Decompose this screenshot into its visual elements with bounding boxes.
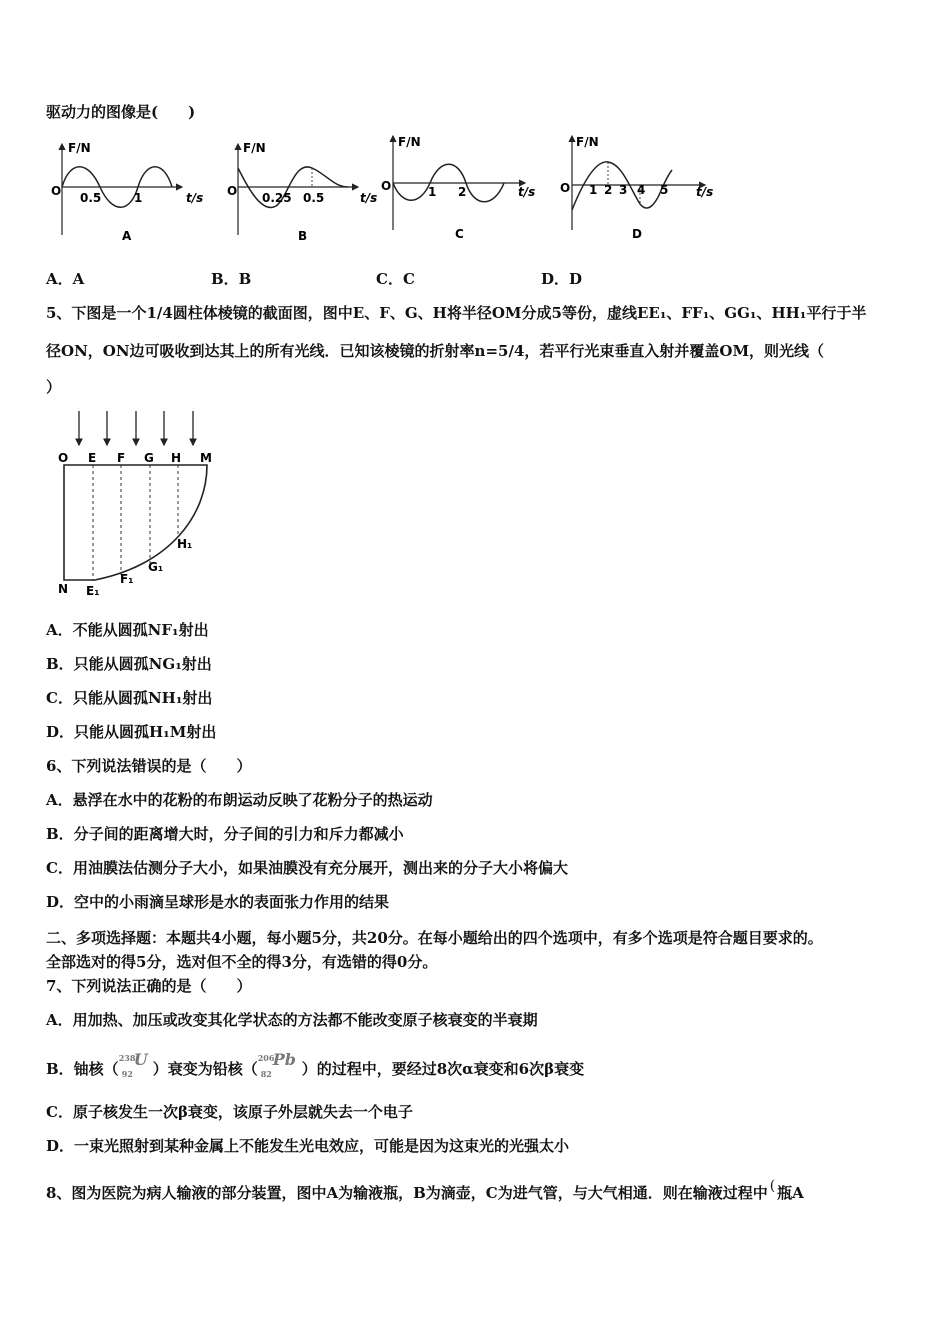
- graph-d-origin: O: [560, 181, 571, 195]
- q4-option-b[interactable]: B．B: [211, 270, 252, 288]
- lead-charge: 82: [260, 1069, 272, 1079]
- q7-option-c[interactable]: C．原子核发生一次β衰变，该原子外层就失去一个电子: [46, 1103, 413, 1121]
- q4-stem-tail: 驱动力的图像是( ): [46, 103, 196, 121]
- graph-d-time-label: t/s: [696, 185, 714, 199]
- label-g1: G₁: [148, 560, 164, 574]
- label-o: O: [58, 451, 69, 465]
- q8-stem-text: 8、图为医院为病人输液的部分装置，图中A为输液瓶，B为滴壶，C为进气管，与大气相通．则在输液过程中: [46, 1184, 768, 1202]
- q7-option-b-pre: B．铀核（: [46, 1060, 119, 1078]
- q5-stem-line-2: 径ON，ON边可吸收到达其上的所有光线．已知该棱镜的折射率n=5/4，若平行光束垂直入射并覆盖OM，则光线（: [46, 342, 825, 360]
- q5-stem-line-3: ）: [46, 378, 62, 396]
- q5-option-b[interactable]: B．只能从圆孤NG₁射出: [46, 655, 212, 673]
- graph-c-tick-1: 1: [428, 185, 437, 199]
- q5-option-a[interactable]: A．不能从圆孤NF₁射出: [46, 621, 209, 639]
- lead-isotope: [257, 1050, 302, 1080]
- q7-stem: 7、下列说法正确的是（ ）: [46, 977, 252, 995]
- uranium-charge: 92: [121, 1069, 133, 1079]
- graph-b-caption: B: [298, 229, 308, 243]
- graph-d-tick-3: 3: [619, 183, 628, 197]
- q8-open-paren: (: [769, 1178, 776, 1194]
- label-e1: E₁: [86, 584, 100, 598]
- graph-d-tick-1: 1: [589, 183, 598, 197]
- prism-outline: [64, 465, 207, 580]
- graph-d-tick-5: 5: [660, 183, 669, 197]
- graph-a-axis-label: F/N: [68, 141, 91, 155]
- label-n: N: [58, 582, 69, 596]
- q4-option-d[interactable]: D．D: [541, 270, 583, 288]
- graph-d-tick-4: 4: [637, 183, 646, 197]
- graph-a-time-label: t/s: [186, 191, 204, 205]
- graph-b-tick-1: 0.25: [262, 191, 292, 205]
- graph-d-caption: D: [632, 227, 642, 241]
- graph-d-axis-label: F/N: [576, 135, 599, 149]
- graph-b-axis-label: F/N: [243, 141, 266, 155]
- graph-a-tick-1: 0.5: [80, 191, 102, 205]
- section-2-intro-line-1: 二、多项选择题：本题共4小题，每小题5分，共20分。在每小题给出的四个选项中，有多个选项是符合题目要求的。: [46, 929, 823, 947]
- q4-option-c[interactable]: C．C: [376, 270, 415, 288]
- graph-d-tick-2: 2: [604, 183, 613, 197]
- lead-symbol: Pb: [272, 1050, 296, 1069]
- label-m: M: [200, 451, 212, 465]
- graph-c: [381, 135, 535, 241]
- q5-option-c[interactable]: C．只能从圆孤NH₁射出: [46, 689, 213, 707]
- graph-c-tick-2: 2: [458, 185, 467, 199]
- graph-b-origin: O: [227, 184, 238, 198]
- graph-b: [227, 141, 377, 243]
- graph-c-origin: O: [381, 179, 392, 193]
- q6-option-a[interactable]: A．悬浮在水中的花粉的布朗运动反映了花粉分子的热运动: [46, 791, 433, 809]
- q6-option-c[interactable]: C．用油膜法估测分子大小，如果油膜没有充分展开，测出来的分子大小将偏大: [46, 859, 568, 877]
- graph-a-caption: A: [122, 229, 132, 243]
- q5-option-d[interactable]: D．只能从圆孤H₁M射出: [46, 723, 217, 741]
- q7-option-b-post: ）的过程中，要经过8次α衰变和6次β衰变: [301, 1060, 585, 1078]
- graph-c-time-label: t/s: [518, 185, 536, 199]
- graph-b-time-label: t/s: [360, 191, 378, 205]
- q7-option-b[interactable]: [46, 1050, 585, 1080]
- uranium-symbol: U: [133, 1050, 148, 1069]
- q8-stem-tail: 瓶A: [777, 1184, 804, 1202]
- q7-option-d[interactable]: D．一束光照射到某种金属上不能发生光电效应，可能是因为这束光的光强太小: [46, 1137, 570, 1155]
- lead-mass: 206: [257, 1053, 275, 1063]
- label-f: F: [117, 451, 126, 465]
- graph-a: [51, 141, 203, 243]
- graph-d: [560, 135, 713, 241]
- q4-options: [0, 269, 950, 289]
- label-e: E: [88, 451, 97, 465]
- graph-a-origin: O: [51, 184, 62, 198]
- q6-option-b[interactable]: B．分子间的距离增大时，分子间的引力和斥力都减小: [46, 825, 404, 843]
- label-g: G: [144, 451, 154, 465]
- q8-stem: [46, 1178, 804, 1204]
- q6-option-d[interactable]: D．空中的小雨滴呈球形是水的表面张力作用的结果: [46, 893, 390, 911]
- prism-figure: [40, 405, 280, 605]
- label-h1: H₁: [177, 537, 193, 551]
- label-h: H: [171, 451, 182, 465]
- q6-stem: 6、下列说法错误的是（ ）: [46, 757, 252, 775]
- q5-stem-line-1: 5、下图是一个1/4圆柱体棱镜的截面图，图中E、F、G、H将半径OM分成5等份，虚线EE₁、FF₁、GG₁、HH₁平行于半: [46, 304, 867, 322]
- graph-c-axis-label: F/N: [398, 135, 421, 149]
- graph-c-caption: C: [455, 227, 464, 241]
- label-f1: F₁: [120, 572, 134, 586]
- graph-b-tick-2: 0.5: [303, 191, 325, 205]
- graph-a-tick-2: 1: [134, 191, 143, 205]
- uranium-mass: 238: [118, 1053, 136, 1063]
- section-2-intro-line-2: 全部选对的得5分，选对但不全的得3分，有选错的得0分。: [46, 953, 438, 971]
- q7-option-a[interactable]: A．用加热、加压或改变其化学状态的方法都不能改变原子核衰变的半衰期: [46, 1011, 538, 1029]
- q7-option-b-mid: ）衰变为铅核（: [152, 1060, 258, 1078]
- uranium-isotope: [118, 1050, 153, 1080]
- q4-option-a[interactable]: A．A: [46, 270, 85, 288]
